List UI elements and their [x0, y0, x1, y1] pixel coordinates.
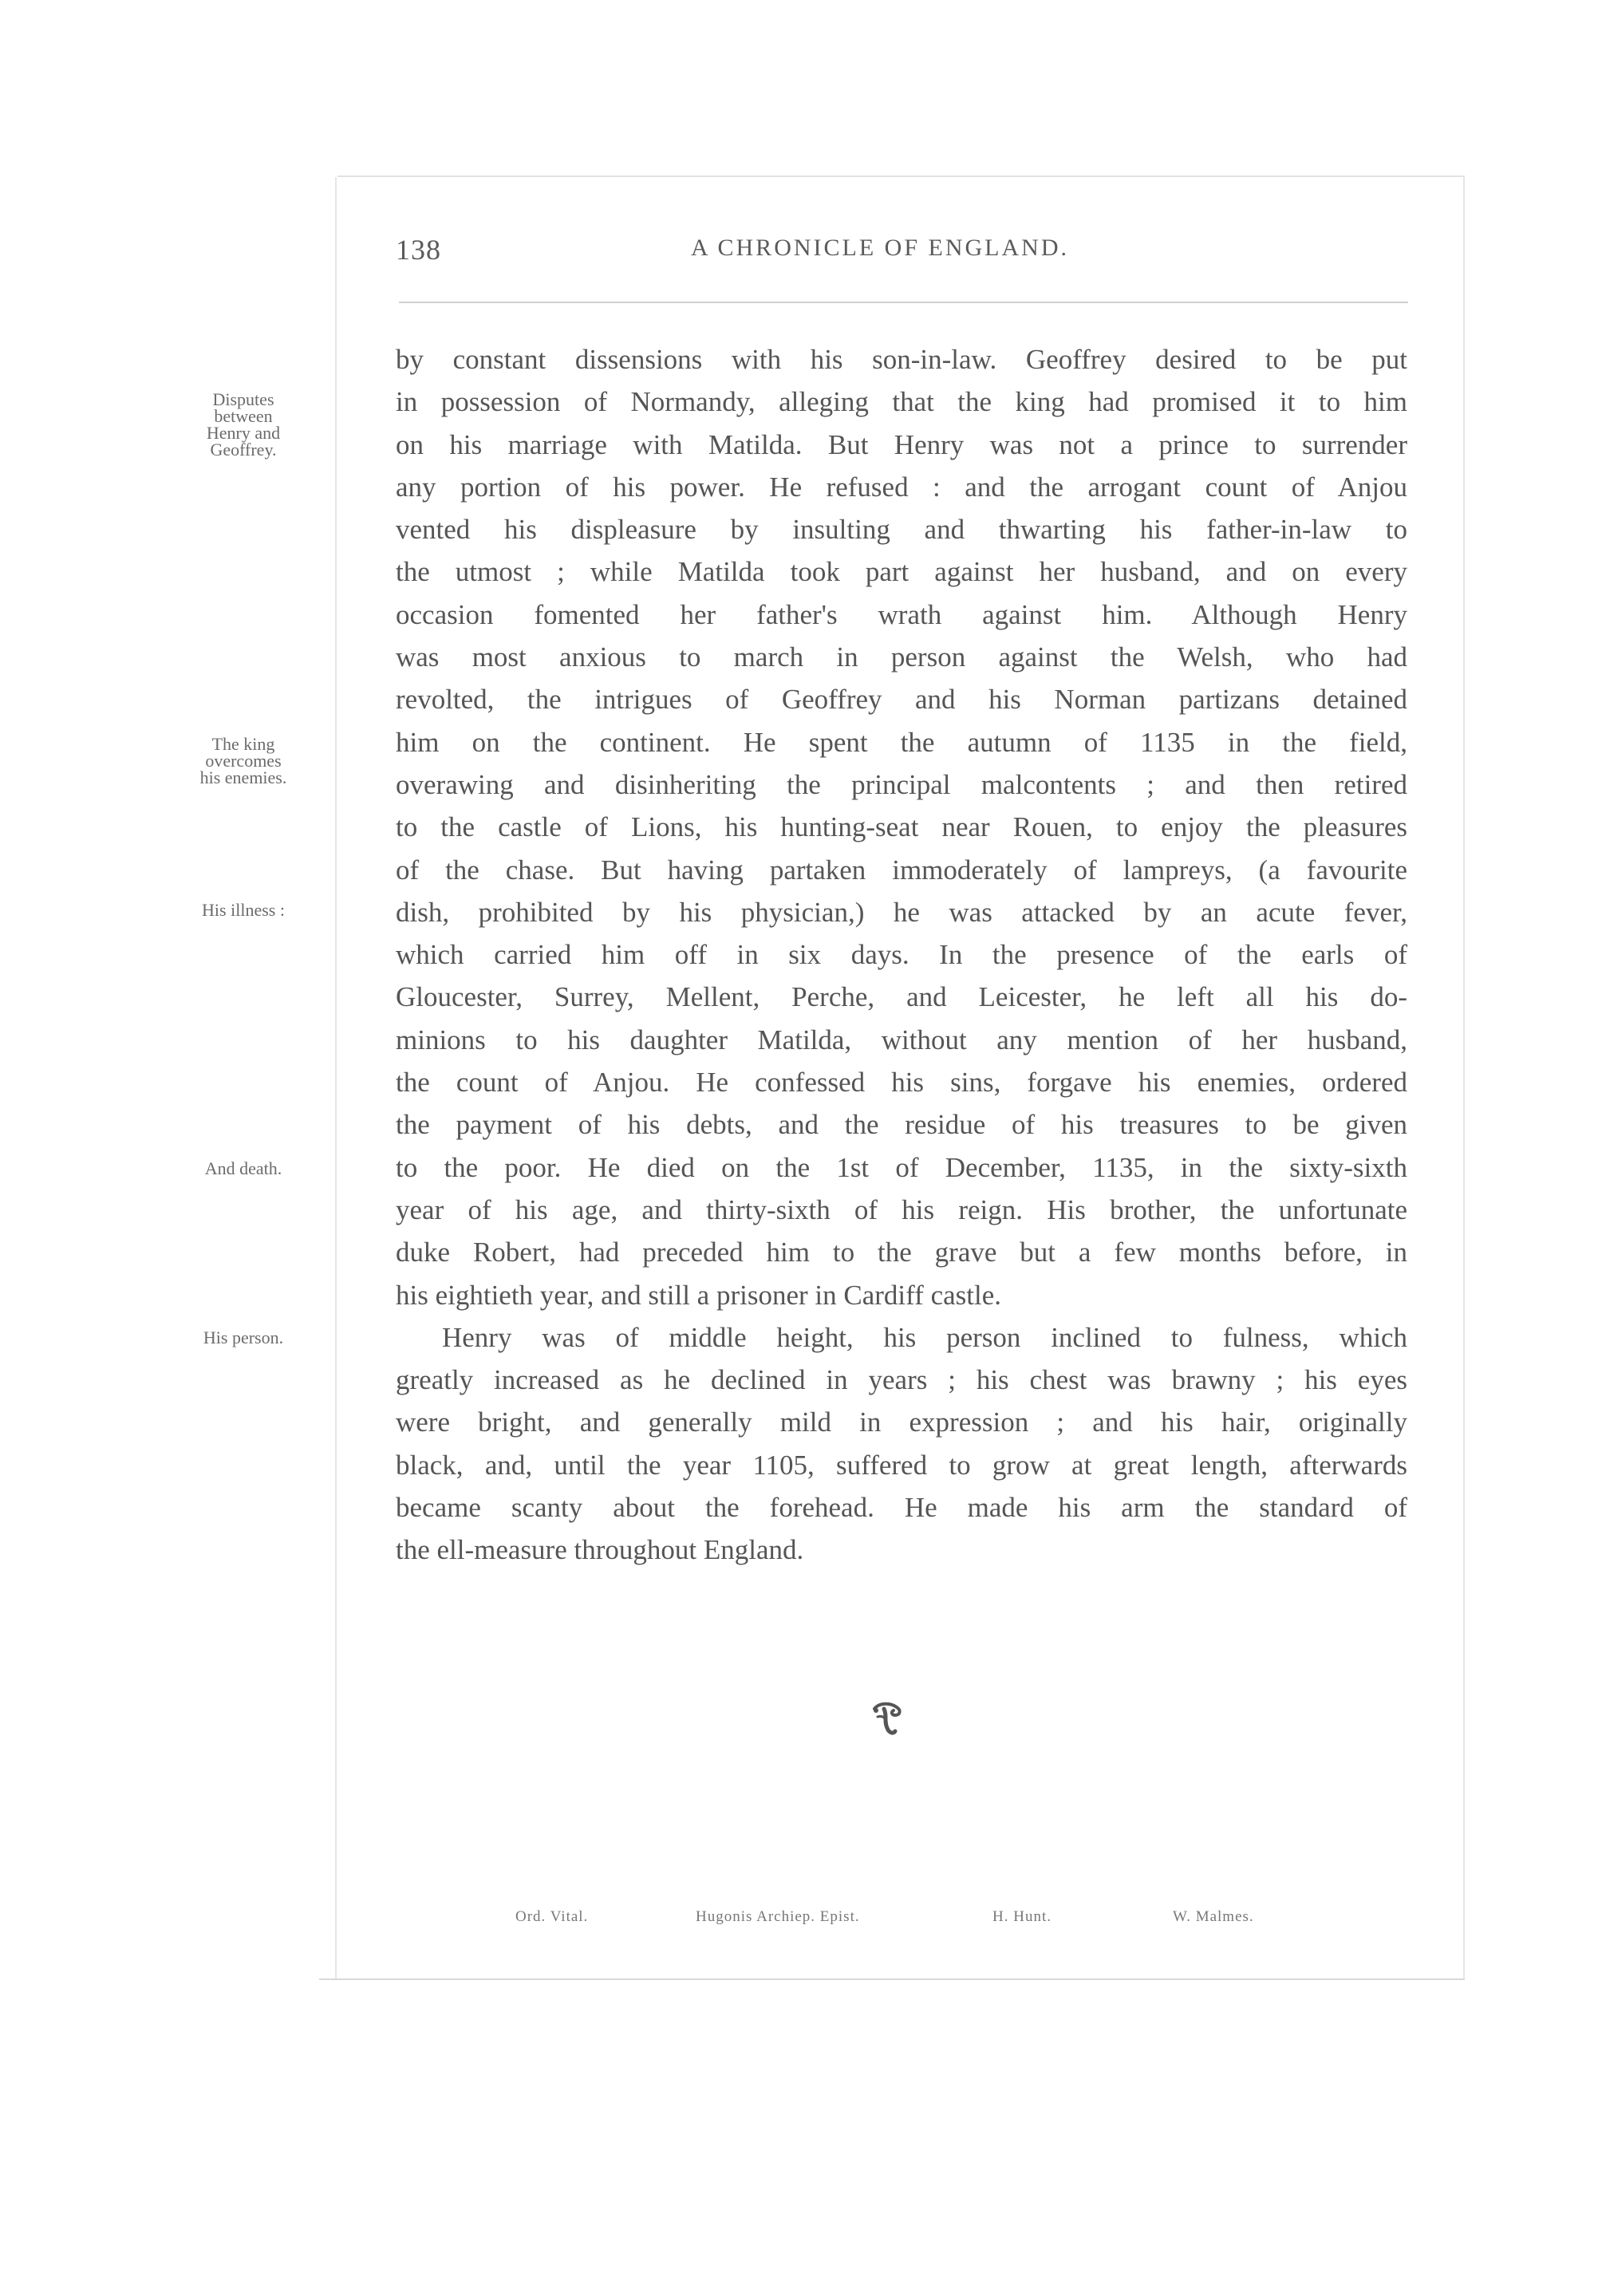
text-line: dish, prohibited by his physician,) he was attacked by an acute fever,	[396, 896, 1407, 928]
side-note-line: overcomes	[205, 751, 282, 771]
text-line: any portion of his power. He refused : and the arrogant count of Anjou	[396, 471, 1407, 503]
text-line: on his marriage with Matilda. But Henry was not a prince to surrender	[396, 428, 1407, 460]
text-line: minions to his daughter Matilda, without any mention of her husband,	[396, 1024, 1407, 1055]
text-line: greatly increased as he declined in years ; his chest was brawny ; his eyes	[396, 1364, 1407, 1396]
page-frame-left-rule	[335, 177, 337, 1980]
text-line: by constant dissensions with his son-in-law. Geoffrey desired to be put	[396, 344, 1407, 375]
side-note-disputes	[152, 391, 335, 458]
text-line: to the poor. He died on the 1st of December, 1135, in the sixty-sixth	[396, 1151, 1407, 1183]
paragraph	[396, 338, 1407, 1316]
page-number: 138	[396, 234, 441, 266]
text-line: overawing and disinheriting the principal malcontents ; and then retired	[396, 768, 1407, 800]
text-line: of the chase. But having partaken immoderately of lampreys, (a favourite	[396, 854, 1407, 886]
side-note-line: between	[214, 406, 273, 426]
text-line: in possession of Normandy, alleging that the king had promised it to him	[396, 386, 1407, 418]
page-frame-bottom-rule	[319, 1978, 1465, 1980]
side-note-death	[152, 1160, 335, 1177]
text-line: his eightieth year, and still a prisoner in Cardiff castle.	[396, 1279, 1001, 1311]
text-line: to the castle of Lions, his hunting-seat near Rouen, to enjoy the pleasures	[396, 811, 1407, 843]
text-line: black, and, until the year 1105, suffered to grow at great length, afterwards	[396, 1449, 1407, 1481]
paragraph	[396, 1316, 1407, 1572]
side-note-line: And death.	[204, 1158, 282, 1178]
side-note-line: Disputes	[212, 389, 274, 409]
text-line: duke Robert, had preceded him to the grave but a few months before, in	[396, 1237, 1407, 1268]
running-title: A CHRONICLE OF ENGLAND.	[691, 235, 1069, 261]
side-note-illness	[152, 901, 335, 918]
side-note-line: Geoffrey.	[210, 440, 277, 460]
text-line: the payment of his debts, and the residue of his treasures to be given	[396, 1109, 1407, 1141]
page-frame-top-rule	[337, 176, 1465, 177]
text-line: the utmost ; while Matilda took part against her husband, and on every	[396, 556, 1407, 588]
side-note-king-overcomes	[152, 736, 335, 786]
side-note-line: Henry and	[206, 423, 281, 443]
footer-source: W. Malmes.	[1173, 1908, 1254, 1925]
text-line: him on the continent. He spent the autumn of 1135 in the field,	[396, 726, 1407, 758]
side-note-line: His illness :	[202, 900, 285, 920]
text-line: year of his age, and thirty-sixth of his reign. His brother, the unfortunate	[396, 1193, 1407, 1225]
side-note-line: His person.	[203, 1327, 284, 1347]
footer-source: H. Hunt.	[992, 1908, 1052, 1925]
side-note-line: The king	[211, 734, 275, 754]
side-note-line: his enemies.	[199, 767, 287, 787]
text-line: the count of Anjou. He confessed his sins, forgave his enemies, ordered	[396, 1067, 1407, 1099]
fleuron-icon	[870, 1701, 905, 1738]
text-line: revolted, the intrigues of Geoffrey and his Norman partizans detained	[396, 684, 1407, 716]
text-line: which carried him off in six days. In the presence of the earls of	[396, 939, 1407, 971]
body-text	[396, 338, 1407, 1572]
text-line: occasion fomented her father's wrath against him. Although Henry	[396, 598, 1407, 630]
text-line: was most anxious to march in person against the Welsh, who had	[396, 641, 1407, 673]
text-line: became scanty about the forehead. He made his arm the standard of	[396, 1492, 1407, 1524]
page-frame-right-rule	[1463, 177, 1465, 1980]
text-line: Henry was of middle height, his person inclined to fulness, which	[442, 1321, 1407, 1353]
footer-source: Ord. Vital.	[515, 1908, 589, 1925]
footer-source: Hugonis Archiep. Epist.	[696, 1908, 860, 1925]
header-rule	[399, 302, 1408, 303]
text-line: Gloucester, Surrey, Mellent, Perche, and Leicester, he left all his do-	[396, 981, 1407, 1013]
text-line: were bright, and generally mild in expression ; and his hair, originally	[396, 1406, 1407, 1438]
running-head	[396, 233, 1409, 268]
text-line: vented his displeasure by insulting and thwarting his father-in-law to	[396, 514, 1407, 546]
text-line: the ell-measure throughout England.	[396, 1534, 804, 1566]
side-note-person	[152, 1329, 335, 1346]
